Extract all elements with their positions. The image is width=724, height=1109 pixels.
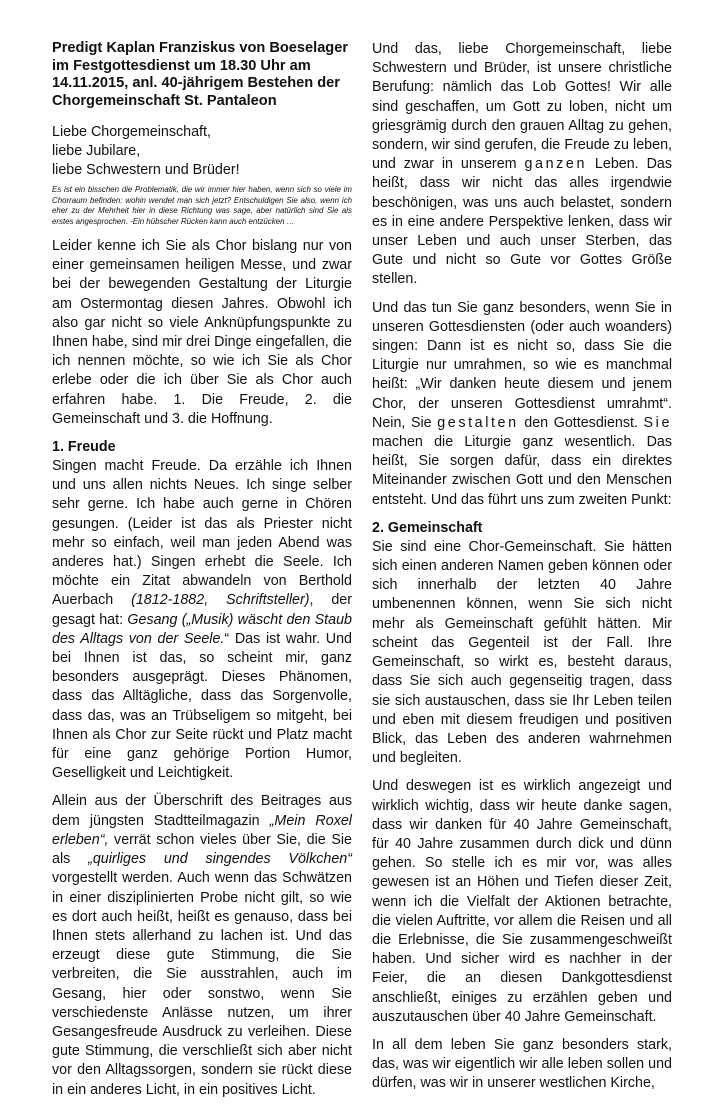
freude-paragraph-3: Und das, liebe Chorgemeinschaft, liebe Schwestern und Brüder, ist unsere christliche Berufung: nämlich das Lob Gottes! Wir alle sind geschaffen, um Gott zu loben, nicht um griesgrämig durch den grauen Alltag zu gehen, sondern, wir sind gerufen, die Freude zu leben, und zwar in unserem ganzen Leben. Das heißt, dass wir nicht das alles irgendwie beschönigen, was uns auch belastet, sondern es in eine andere Perspektive lenken, dass wir unser Leben und auch unser Sterben, das Gute und nicht so Gute vor Gottes Größe stellen. [372,41,672,288]
section-heading-freude: 1. Freude [52,439,116,456]
italic-note: Es ist ein bisschen die Problematik, die wir immer hier haben, wenn sich so viele im Chorraum befinden: wohin wendet man sich jetzt? Entschuldigen Sie also, wenn ich eher zu der Mehrheit hier in diese Richtung was sage, aber natürlich sind Sie als erstes angesprochen. -Ein hübscher Rücken kann auch entzücken … [52,185,352,226]
salutation-line: liebe Schwestern und Brüder! [52,162,240,179]
salutation-line: liebe Jubilare, [52,143,141,160]
left-column [52,40,352,1109]
salutation-line: Liebe Chorgemeinschaft, [52,124,211,141]
right-column [372,40,672,1103]
salutation [52,123,352,180]
gemeinschaft-paragraph-2: Und deswegen ist es wirklich angezeigt und wirklich wichtig, dass wir heute danke sagen, dass wir danken für 40 Jahre Gemeinschaft, für 40 Jahre zusammen durch dick und dünn gehen. So stelle ich es mir vor, was alles gewesen ist an Höhen und Tiefen dieser Zeit, wenn ich die Vielfalt der Aktionen betrachte, die vielen Auftritte, vor allem die Reisen und all die Erlebnisse, die Sie zusammengeschweißt haben. Und sicher wird es nachher in der Feier, die an diesen Dankgottesdienst anschließt, einiges zu erzählen geben und auszutauschen über 40 Jahre Gemeinschaft. [372,778,672,1025]
gemeinschaft-paragraph-1: Sie sind eine Chor-Gemeinschaft. Sie hätten sich einen anderen Namen geben können oder sich innerhalb der letzten 40 Jahre umbenennen können, wenn Sie sich nicht mehr als Gemeinschaft gefühlt hätten. Mir scheint das Gegenteil ist der Fall. Ihre Gemeinschaft, so wirkt es, besteht daraus, dass Sie sich auch gegenseitig tragen, dass sie sich austauschen, dass sie Ihr Leben teilen und eben mit diesem freudigen und positiven Blick, das Leben des anderen wahrnehmen und begleiten. [372,538,672,767]
freude-paragraph-1: Singen macht Freude. Da erzähle ich Ihnen und uns allen nichts Neues. Ich singe selber sehr gerne. Ich habe auch gerne in Chören gesungen. (Leider ist das als Priester nicht mehr so einfach, weil man jeden Abend was anderes hat.) Singen erhebt die Seele. Ich möchte ein Zitat abwandeln von Berthold Auerbach (1812-1882, Schriftsteller), der gesagt hat: Gesang („Musik) wäscht den Staub des Alltags von der Seele.“ Das ist wahr. Und bei Ihnen ist das, so scheint mir, ganz besonders ausgeprägt. Dieses Phänomen, dass das Alltägliche, dass das Sorgenvolle, dass das, was an Trübseligem so mitgeht, bei Ihnen als Chor zur Seite rückt und Platz macht für eine ganz gehörige Portion Humor, Geselligkeit und Leichtigkeit. [52,458,353,782]
intro-paragraph: Leider kenne ich Sie als Chor bislang nur von einer gemeinsamen heiligen Messe, und zwar bei der bewegenden Gestaltung der Liturgie am Ostermontag diesen Jahres. Obwohl ich also gar nicht so viele Anknüpfungspunkte zu Ihnen habe, sind mir drei Dinge eingefallen, die ich nennen möchte, so wie ich Sie als Chor erlebe oder die ich über Sie als Chor auch erfahren habe. 1. Die Freude, 2. die Gemeinschaft und 3. die Hoffnung. [52,238,352,427]
section-heading-gemeinschaft: 2. Gemeinschaft [372,519,483,536]
sermon-title: Predigt Kaplan Franziskus von Boeselager im Festgottesdienst um 18.30 Uhr am 14.11.2015, anl. 40-jährigem Bestehen der Chorgemeinschaft St. Pantaleon [52,40,349,109]
freude-paragraph-4: Und das tun Sie ganz besonders, wenn Sie in unseren Gottesdiensten (oder auch woanders) singen: Dann ist es nicht so, dass Sie die Liturgie nur umrahmen, so wie es manchmal heißt: „Wir danken heute diesem und jenem Chor, der unseren Gottesdienst umrahmt“. Nein, Sie gestalten den Gottesdienst. Sie machen die Liturgie ganz wesentlich. Das heißt, Sie sorgen dafür, dass ein direktes Miteinander zwischen Gott und den Menschen entsteht. Und das führt uns zum zweiten Punkt: [372,299,673,508]
gemeinschaft-paragraph-3: In all dem leben Sie ganz besonders stark, das, was wir eigentlich wir alle leben sollen und dürfen, was wir in unserer westlichen Kirche, [372,1036,672,1092]
freude-paragraph-2: Allein aus der Überschrift des Beitrages aus dem jüngsten Stadtteilmagazin „Mein Roxel erleben“, verrät schon vieles über Sie, die Sie als „quirliges und singendes Völkchen“ vorgestellt werden. Auch wenn das Schwätzen in einer disziplinierten Probe nicht gilt, so wie es dort auch heißt, heißt es genauso, dass bei Ihnen stets allerhand zu lachen ist. Und das erzeugt diese gute Stimmung, die Sie verbreiten, die Sie ausstrahlen, auch im Gesang, hier oder sonstwo, wenn Sie verschiedenste Anlässe nutzen, um ihrer Gesangesfreude Ausdruck zu verleihen. Diese gute Stimmung, die verschließt sich aber nicht vor den Alltagssorgen, sondern sie rückt diese in ein anderes Licht, in ein positives Licht. [52,793,353,1098]
